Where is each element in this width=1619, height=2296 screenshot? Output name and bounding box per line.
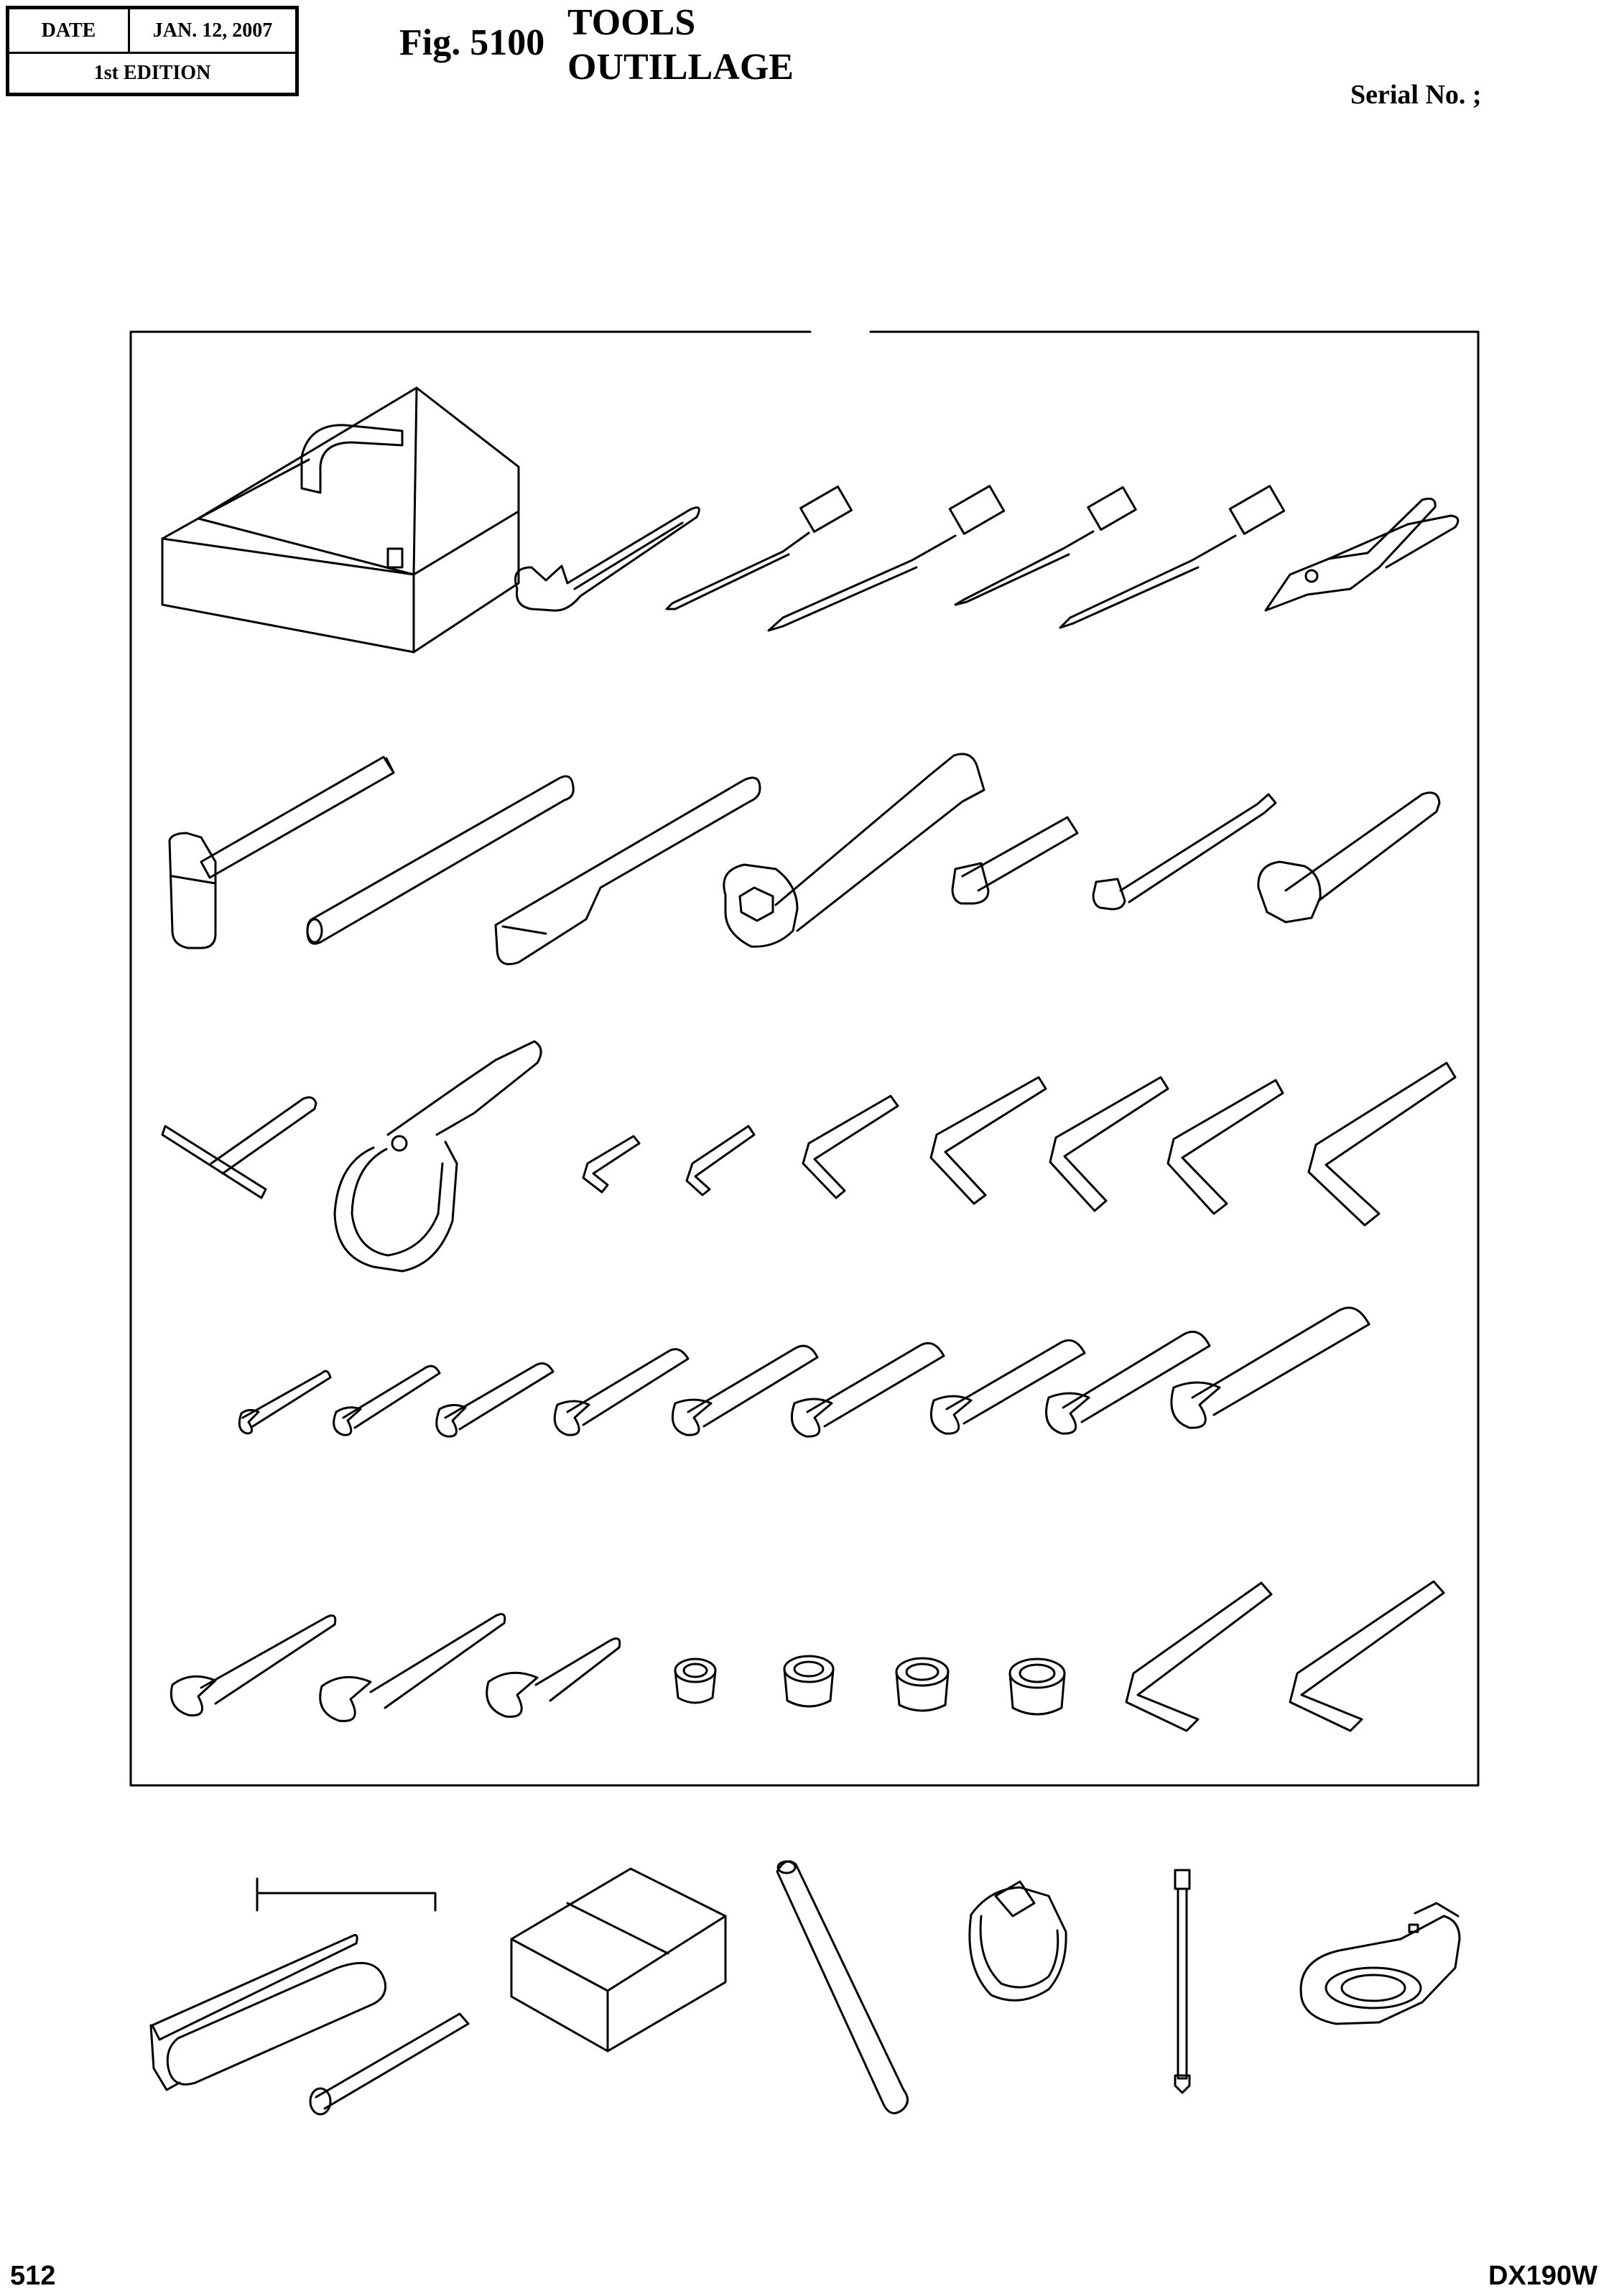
- ring-wrench-icon: [1301, 1903, 1460, 2024]
- spline-socket-icon: [784, 1656, 833, 1706]
- hex-key-icon: [1290, 1581, 1444, 1731]
- open-end-wrench-icon: [1047, 1331, 1210, 1433]
- open-end-wrench-icon: [672, 1346, 817, 1435]
- screwdriver-icon: [955, 487, 1136, 605]
- screwdriver-icon: [667, 487, 851, 609]
- open-end-wrench-icon: [931, 1340, 1085, 1433]
- open-end-wrench-icon: [792, 1343, 944, 1436]
- adjustable-wrench-icon: [516, 508, 700, 611]
- hose-clamp-icon: [970, 1882, 1066, 2000]
- serial-number-label: Serial No. ;: [1350, 80, 1482, 110]
- hex-key-icon: [1050, 1077, 1168, 1211]
- toolbox-icon: [162, 388, 519, 652]
- socket-icon: [952, 817, 1077, 903]
- date-label: DATE: [9, 9, 130, 52]
- title-english: TOOLS: [567, 2, 696, 43]
- spline-socket-icon: [896, 1658, 948, 1711]
- pliers-icon: [1266, 498, 1458, 610]
- ratchet-handle-icon: [1258, 793, 1439, 922]
- extension-bar-icon: [1093, 794, 1276, 909]
- hex-key-icon: [1168, 1080, 1283, 1214]
- screwdriver-icon: [1060, 486, 1284, 628]
- hex-key-icon: [803, 1096, 898, 1198]
- hex-key-icon: [931, 1077, 1046, 1204]
- rod-icon: [1175, 1870, 1189, 2093]
- bar-icon: [777, 1862, 908, 2114]
- t-handle-wrench-icon: [162, 1097, 316, 1198]
- open-end-wrench-icon: [334, 1366, 440, 1435]
- spline-socket-icon: [1010, 1659, 1064, 1714]
- date-value: JAN. 12, 2007: [152, 19, 273, 42]
- open-end-wrench-icon: [555, 1349, 688, 1435]
- pipe-icon: [307, 776, 573, 944]
- title-french: OUTILLAGE: [567, 47, 794, 88]
- flat-bar-icon: [496, 778, 760, 965]
- edition-label: 1st EDITION: [93, 62, 211, 84]
- hex-key-icon: [1309, 1063, 1455, 1225]
- box-icon: [511, 1869, 725, 2051]
- spline-socket-icon: [675, 1659, 715, 1703]
- screwdriver-icon: [769, 486, 1004, 631]
- single-end-wrench-icon: [320, 1614, 505, 1721]
- hex-key-icon: [583, 1136, 639, 1192]
- figure-number: Fig. 5100: [399, 22, 545, 63]
- hex-key-icon: [1126, 1583, 1271, 1731]
- model-number: DX190W: [1488, 2261, 1597, 2291]
- socket-wrench-handle-icon: [724, 754, 984, 947]
- page-number: 512: [10, 2261, 56, 2291]
- open-end-wrench-icon: [437, 1363, 553, 1436]
- open-end-wrench-icon: [239, 1371, 330, 1433]
- open-end-wrench-icon: [1172, 1308, 1369, 1428]
- filter-wrench-icon: [335, 1041, 541, 1271]
- illustration-frame: [131, 332, 1478, 1785]
- grease-gun-icon: [151, 1879, 468, 2114]
- single-end-wrench-icon: [171, 1616, 335, 1716]
- hex-key-icon: [687, 1126, 754, 1195]
- single-end-wrench-icon: [487, 1639, 620, 1717]
